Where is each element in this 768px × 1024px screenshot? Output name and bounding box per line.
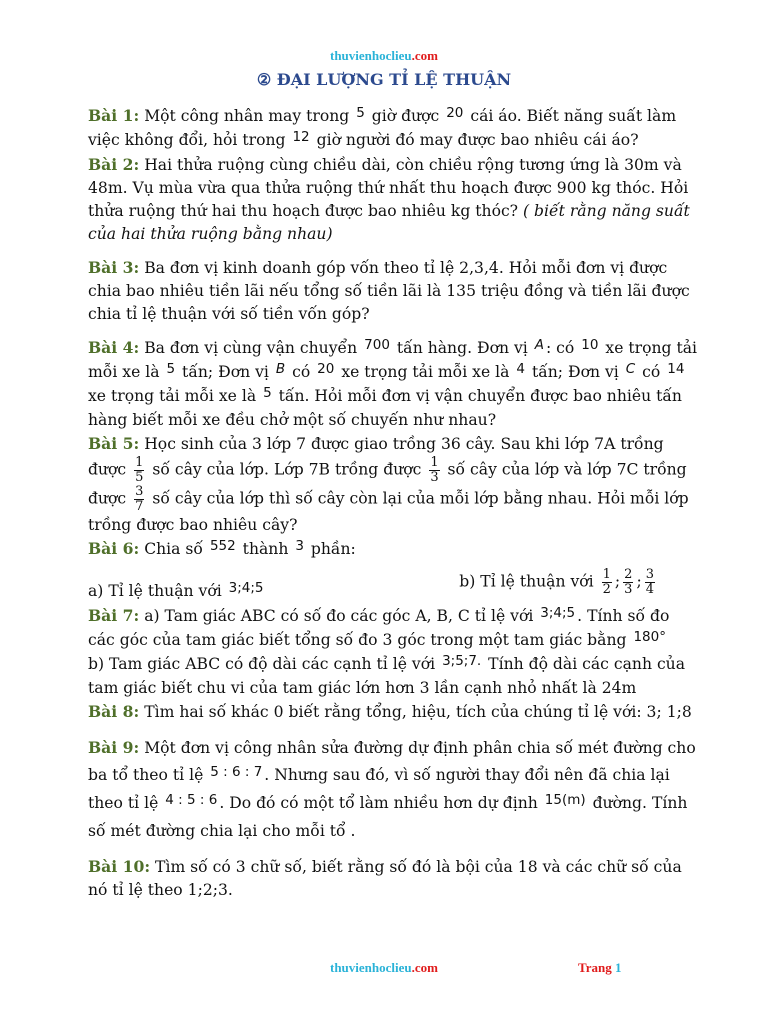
- text: Ba đơn vị cùng vận chuyển: [139, 339, 363, 357]
- math: 14: [667, 361, 685, 377]
- math: 3;4;5: [540, 605, 576, 621]
- exercise-6-parts: [88, 568, 698, 604]
- text: phần:: [305, 540, 356, 558]
- separator: ;: [636, 572, 642, 591]
- math: 3: [295, 538, 304, 554]
- exercise-label: Bài 3:: [88, 258, 140, 277]
- site-name: thuvienhoclieu: [330, 48, 412, 63]
- numerator: 1: [602, 567, 611, 582]
- text: Tìm hai số khác 0 biết rằng tổng, hiệu, tích của chúng tỉ lệ với: 3; 1;8: [139, 703, 692, 721]
- math: 5: [263, 385, 272, 401]
- exercise-label: Bài 6:: [88, 539, 140, 558]
- fraction: [602, 568, 612, 597]
- site-name: thuvienhoclieu: [330, 960, 412, 975]
- text: tấn; Đơn vị: [177, 363, 274, 381]
- text: có: [637, 363, 666, 381]
- page-label: Trang: [578, 960, 615, 975]
- fraction: [645, 568, 655, 597]
- math: A: [534, 337, 544, 353]
- text: . Tính số đo các góc của tam giác biết tổng số đo 3 góc trong một tam giác bằng: [88, 607, 670, 649]
- text: Ba đơn vị kinh doanh góp vốn theo tỉ lệ 2,3,4. Hỏi mỗi đơn vị được chia bao nhiêu tiền lãi nếu tổng số tiền lãi là 135 triệu đồng và tiền lãi được chia tỉ lệ thuận với số tiền vốn góp?: [88, 259, 690, 323]
- numerator: 3: [135, 484, 144, 499]
- text: a) Tỉ lệ thuận với: [88, 582, 227, 600]
- text: . Do đó có một tổ làm nhiều hơn dự định: [219, 794, 543, 812]
- text: số cây của lớp. Lớp 7B trồng được: [147, 460, 427, 479]
- math: 20: [317, 361, 335, 377]
- text: số cây của lớp và lớp 7C trồng được: [88, 460, 687, 508]
- text: : có: [545, 339, 580, 357]
- text: xe trọng tải mỗi xe là: [336, 363, 515, 381]
- math: 700: [364, 337, 390, 353]
- numerator: 1: [135, 455, 144, 470]
- exercise-6: [88, 537, 698, 562]
- part-a: [88, 568, 266, 604]
- text: Một công nhân may trong: [139, 107, 355, 125]
- text: có: [287, 363, 316, 381]
- math: C: [625, 361, 636, 377]
- text: giờ người đó may được bao nhiêu cái áo?: [311, 131, 639, 149]
- page-title: ② ĐẠI LƯỢNG TỈ LỆ THUẬN: [256, 70, 512, 89]
- numerator: 2: [624, 567, 633, 582]
- text: Một đơn vị công nhân sửa đường dự định phân chia số mét đường cho ba tổ theo tỉ lệ: [88, 739, 696, 784]
- math: 552: [209, 538, 236, 554]
- exercise-label: Bài 5:: [88, 434, 140, 453]
- math: 180°: [633, 629, 666, 645]
- math: 4 : 5 : 6: [165, 792, 218, 808]
- text: tấn hàng. Đơn vị: [391, 339, 533, 357]
- math: 15(m): [544, 792, 586, 808]
- text: cái áo. Biết năng suất làm việc không đổi, hỏi trong: [88, 107, 677, 149]
- text: đường. Tính số mét đường chia lại cho mỗi tổ .: [88, 794, 688, 840]
- fraction: [429, 456, 439, 485]
- numerator: 3: [645, 567, 654, 582]
- denominator: 2: [602, 582, 611, 597]
- site-header: [0, 48, 768, 64]
- footer-site: [330, 960, 438, 976]
- denominator: 7: [135, 499, 144, 514]
- part-b: [459, 568, 658, 604]
- fraction: [134, 485, 144, 514]
- exercise-1: [88, 104, 698, 153]
- math: 5 : 6 : 7: [210, 764, 263, 780]
- page-num: 1: [614, 960, 622, 975]
- site-domain: .com: [411, 960, 438, 975]
- text: giờ được: [366, 107, 445, 125]
- text: tấn; Đơn vị: [526, 363, 624, 381]
- italic-note: ( biết rằng năng suất của hai thửa ruộng bằng nhau): [88, 202, 690, 243]
- math: 5: [166, 361, 176, 377]
- exercise-label: Bài 8:: [88, 702, 140, 721]
- exercise-5: [88, 432, 698, 537]
- exercise-7: [88, 604, 698, 653]
- exercise-7b: [88, 653, 698, 700]
- exercise-2: [88, 153, 698, 246]
- math: 10: [581, 337, 599, 353]
- text: a) Tam giác ABC có số đo các góc A, B, C tỉ lệ với: [139, 607, 539, 625]
- denominator: 3: [624, 582, 633, 597]
- math: B: [275, 361, 286, 377]
- exercise-4: [88, 336, 698, 432]
- fraction: [134, 456, 144, 485]
- exercise-label: Bài 2:: [88, 155, 140, 174]
- exercise-label: Bài 9:: [88, 738, 140, 757]
- exercise-label: Bài 7:: [88, 606, 140, 625]
- denominator: 5: [135, 470, 144, 485]
- denominator: 3: [430, 470, 439, 485]
- text: . Nhưng sau đó, vì số người thay đổi nên đã chia lại theo tỉ lệ: [88, 766, 670, 812]
- separator: ;: [614, 572, 621, 591]
- site-domain: .com: [411, 48, 438, 63]
- exercise-10: [88, 855, 698, 902]
- exercise-label: Bài 1:: [88, 106, 140, 125]
- math: 4: [516, 361, 525, 377]
- math: 3;5;7.: [442, 653, 482, 669]
- math: 5: [356, 105, 365, 121]
- text: b) Tam giác ABC có độ dài các cạnh tỉ lệ với: [88, 655, 441, 673]
- text: Chia số: [139, 540, 208, 558]
- denominator: 4: [645, 582, 654, 597]
- math: 3;4;5: [228, 580, 264, 596]
- page-number: [578, 960, 621, 976]
- math: 20: [446, 105, 464, 121]
- math: 12: [292, 129, 310, 145]
- fraction: [623, 568, 633, 597]
- text: số cây của lớp thì số cây còn lại của mỗi lớp bằng nhau. Hỏi mỗi lớp trồng được bao nhiêu cây?: [88, 489, 689, 534]
- exercise-3: [88, 256, 698, 326]
- text: Hai thửa ruộng cùng chiều dài, còn chiều rộng tương ứng là 30m và 48m. Vụ mùa vừa qua thửa ruộng thứ nhất thu hoạch được 900 kg thóc. Hỏi thửa ruộng thứ hai thu hoạch được bao nhiêu kg thóc?: [88, 156, 689, 220]
- numerator: 1: [430, 455, 439, 470]
- text: Học sinh của 3 lớp 7 được giao trồng 36 cây. Sau khi lớp 7A trồng được: [88, 435, 664, 479]
- exercise-label: Bài 10:: [88, 857, 151, 876]
- text: xe trọng tải mỗi xe là: [88, 339, 698, 381]
- text: xe trọng tải mỗi xe là: [88, 387, 262, 405]
- text: thành: [237, 540, 294, 558]
- exercise-list: [88, 104, 698, 902]
- exercise-label: Bài 4:: [88, 338, 140, 357]
- exercise-8: [88, 700, 698, 724]
- text: tấn. Hỏi mỗi đơn vị vận chuyển được bao nhiêu tấn hàng biết mỗi xe đều chở một số chuyến như nhau?: [88, 387, 682, 429]
- text: Tính độ dài các cạnh của tam giác biết chu vi của tam giác lớn hơn 3 lần cạnh nhỏ nhất là 24m: [88, 655, 686, 697]
- exercise-9: [88, 734, 698, 845]
- text: Tìm số có 3 chữ số, biết rằng số đó là bội của 18 và các chữ số của nó tỉ lệ theo 1;2;3.: [88, 858, 682, 899]
- text: b) Tỉ lệ thuận với: [459, 572, 599, 591]
